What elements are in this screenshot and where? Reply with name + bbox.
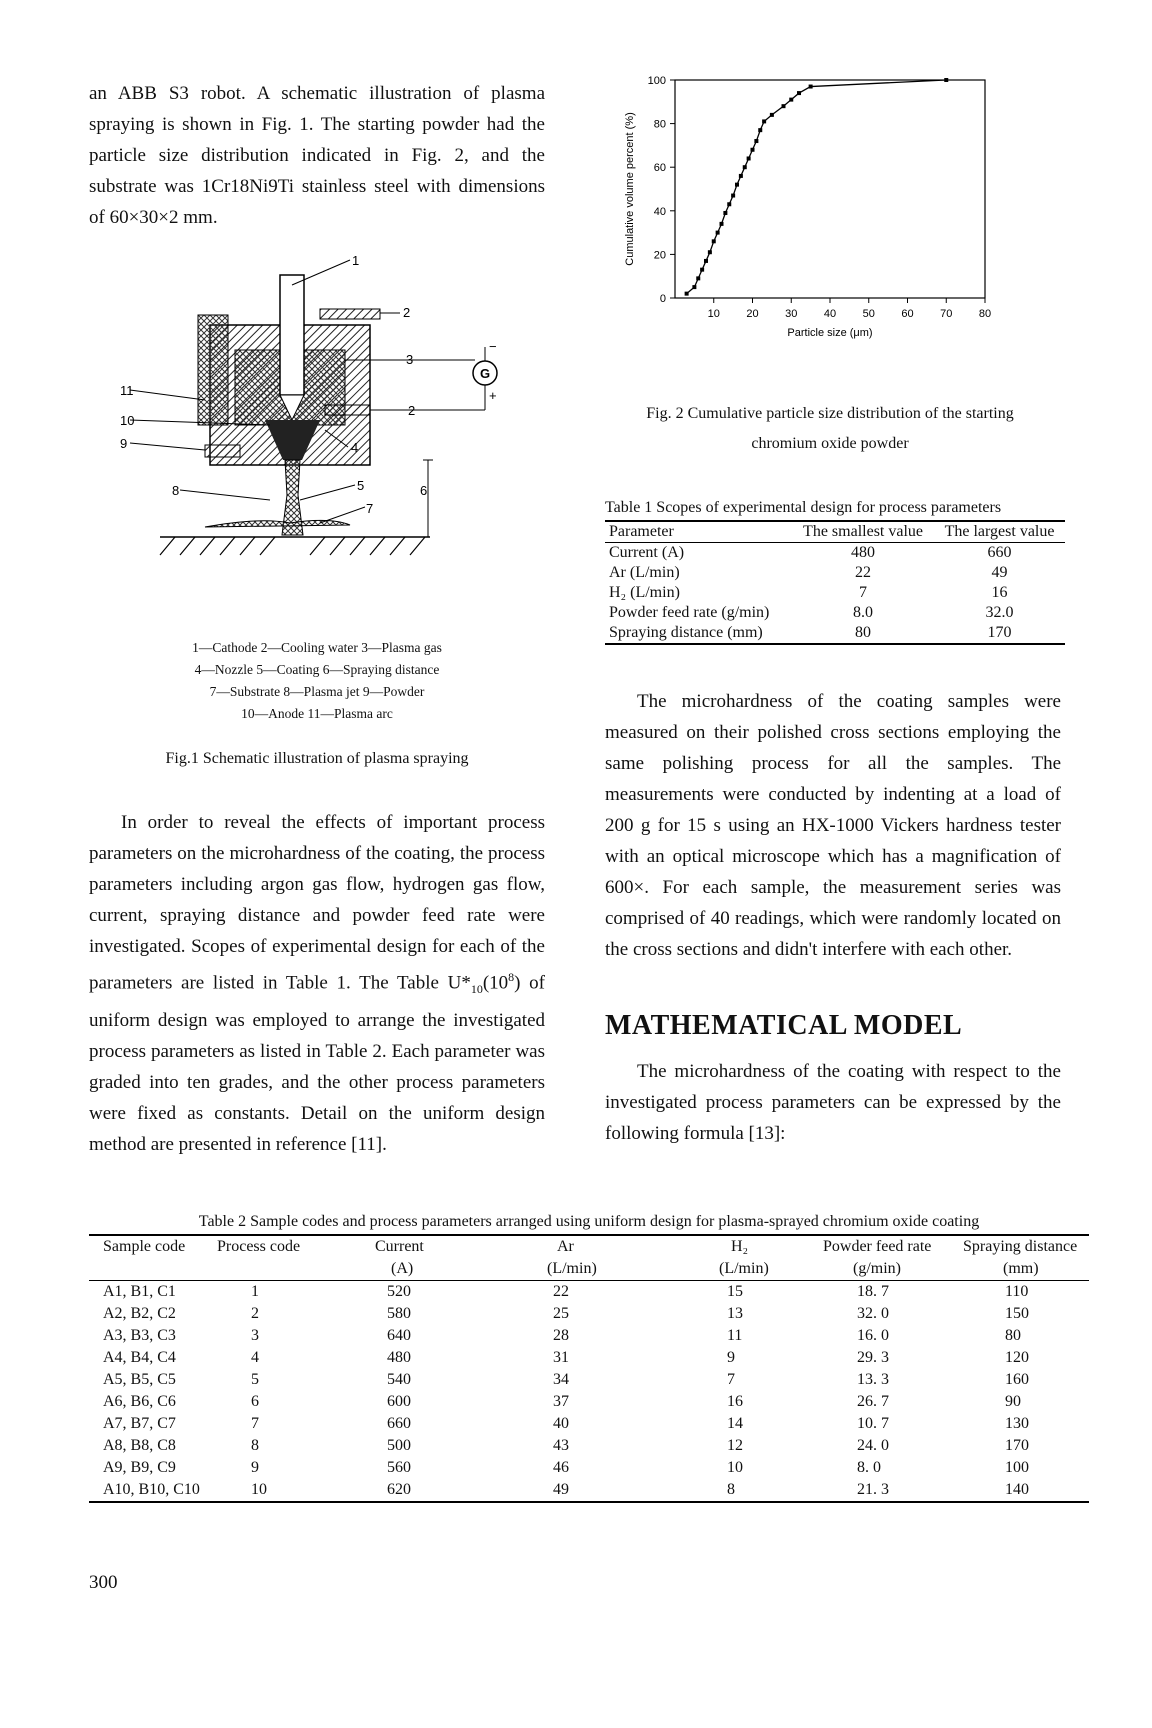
- table-row: [605, 583, 1065, 603]
- data-point: [700, 268, 704, 272]
- table-cell: 24. 0: [857, 1437, 889, 1454]
- plus-sign: +: [489, 388, 497, 403]
- page-number: 300: [89, 1572, 118, 1593]
- callout-7: 7: [366, 501, 374, 516]
- legend-line: 10—Anode 11—Plasma arc: [241, 706, 393, 721]
- data-point: [743, 165, 747, 169]
- table-cell: 14: [727, 1415, 743, 1432]
- table-cell: 4: [251, 1349, 259, 1366]
- figure-2: [615, 75, 1035, 395]
- intro-paragraph: an ABB S3 robot. A schematic illustration of plasma spraying is shown in Fig. 1. The starting powder had the particle size distribution indicated in Fig. 2, and the substrate was 1Cr18Ni9Ti stainless steel with dimensions of 60×30×2 mm.: [89, 83, 545, 228]
- table-cell: 10: [727, 1459, 743, 1476]
- header-cell: [89, 1258, 213, 1281]
- table-cell: 28: [553, 1327, 569, 1344]
- header-cell: (L/min): [719, 1260, 769, 1277]
- table-cell: A2, B2, C2: [103, 1305, 176, 1322]
- table-cell: 80: [1005, 1327, 1021, 1344]
- callout-8: 8: [172, 483, 180, 498]
- data-point: [720, 222, 724, 226]
- data-point: [696, 276, 700, 280]
- table-cell: 7: [251, 1415, 259, 1432]
- data-point: [797, 91, 801, 95]
- table-cell: 7: [727, 1371, 735, 1388]
- x-tick-label: 40: [823, 308, 837, 320]
- table-cell: 22: [855, 564, 872, 581]
- particle-size-chart: [615, 75, 1035, 395]
- table-cell: 31: [553, 1349, 569, 1366]
- table-cell: 7: [859, 584, 868, 601]
- fig1-legend: [89, 637, 545, 725]
- table-row: [605, 603, 1065, 623]
- plasma-spray-schematic: [120, 255, 520, 625]
- table-cell: 22: [553, 1283, 569, 1300]
- data-point: [708, 250, 712, 254]
- table-row: [89, 1281, 1089, 1304]
- table-cell: 170: [987, 624, 1012, 641]
- table-cell: 18. 7: [857, 1283, 889, 1300]
- table-row: [89, 1457, 1089, 1479]
- table-cell: 11: [727, 1327, 743, 1344]
- legend-line: 7—Substrate 8—Plasma jet 9—Powder: [209, 684, 425, 699]
- table-cell: 16: [991, 584, 1008, 601]
- table-cell: 49: [553, 1481, 569, 1498]
- text-part: ) of uniform design was employed to arrange the investigated process parameters as listed in Table 2. Each parameter was graded into ten grades, and the other process parameters were fixed as constants. Detail on the uniform design method are presented in reference [11].: [89, 972, 545, 1156]
- table-cell: H₂ (L/min): [609, 584, 680, 601]
- callout-9: 9: [120, 436, 128, 451]
- table-cell: 37: [553, 1393, 569, 1410]
- header-cell: Ar: [557, 1238, 574, 1255]
- callout-3: 3: [406, 352, 414, 367]
- table-cell: 8.0: [853, 604, 874, 621]
- header-cell: H₂: [731, 1238, 749, 1255]
- table-1: [605, 520, 1065, 645]
- table-cell: 170: [1005, 1437, 1029, 1454]
- table-cell: 43: [553, 1437, 569, 1454]
- x-tick-label: 80: [978, 308, 992, 320]
- table-cell: A8, B8, C8: [103, 1437, 176, 1454]
- table-cell: 46: [553, 1459, 569, 1476]
- header-cell: (L/min): [547, 1260, 597, 1277]
- y-axis-label: Cumulative volume percent (%): [624, 112, 636, 266]
- table-row: [605, 543, 1065, 564]
- table-2: [89, 1234, 1089, 1503]
- caption-line: Fig. 2 Cumulative particle size distribution of the starting: [646, 405, 1014, 422]
- table-cell: 13. 3: [857, 1371, 889, 1388]
- table-cell: 9: [727, 1349, 735, 1366]
- table-row: [89, 1347, 1089, 1369]
- table-cell: 540: [387, 1371, 411, 1388]
- measurement-paragraph: The microhardness of the coating samples were measured on their polished cross sections employing the same polishing process for all the samples. The measurements were conducted by indenting at a load of 200 g for 15 s using an HX-1000 Vickers hardness tester with an optical microscope which has a magnification of 600×. For each sample, the measurement series was comprised of 40 readings, which were randomly located on the cross sections and didn't interfere with each other.: [605, 691, 1061, 960]
- table-cell: Current (A): [609, 544, 685, 561]
- table-row: [89, 1391, 1089, 1413]
- header-cell: The smallest value: [803, 523, 924, 540]
- data-line: [687, 80, 947, 294]
- table-cell: 8. 0: [857, 1459, 881, 1476]
- section-heading: MATHEMATICAL MODEL: [605, 1010, 963, 1041]
- table-cell: A6, B6, C6: [103, 1393, 176, 1410]
- table-cell: 25: [553, 1305, 569, 1322]
- fig2-caption: [605, 399, 1055, 459]
- subscript: 10: [470, 982, 483, 997]
- x-tick-label: 20: [746, 308, 759, 320]
- callout-11: 11: [120, 383, 134, 398]
- table-cell: Spraying distance (mm): [609, 624, 763, 641]
- data-point: [762, 119, 766, 123]
- table-row: [89, 1369, 1089, 1391]
- header-cell: Parameter: [609, 523, 674, 540]
- table-cell: 8: [727, 1481, 735, 1498]
- y-tick-label: 80: [653, 118, 666, 131]
- superscript: 8: [508, 970, 515, 984]
- callout-4: 4: [351, 440, 359, 455]
- data-point: [770, 113, 774, 117]
- table-cell: 5: [251, 1371, 259, 1388]
- table-cell: 660: [387, 1415, 411, 1432]
- data-point: [754, 139, 758, 143]
- table-cell: 15: [727, 1283, 743, 1300]
- x-tick-label: 50: [862, 308, 875, 320]
- table-header-row: [89, 1258, 1089, 1281]
- data-point: [809, 85, 813, 89]
- table-cell: 34: [553, 1371, 569, 1388]
- table-cell: 80: [855, 624, 872, 641]
- table-cell: 9: [251, 1459, 259, 1476]
- header-cell: Spraying distance: [963, 1238, 1078, 1255]
- table2-title: Table 2 Sample codes and process parameters arranged using uniform design for plasma-sprayed chromium oxide coating: [198, 1213, 980, 1230]
- table-row: [605, 563, 1065, 583]
- text-part: In order to reveal the effects of important process parameters on the microhardness of the coating, the process parameters including argon gas flow, hydrogen gas flow, current, spraying distance and powder feed rate were investigated. Scopes of experimental design for each of the parameters are listed in Table 1. The Table U*: [89, 812, 545, 994]
- table-cell: A10, B10, C10: [103, 1481, 200, 1498]
- table-cell: 8: [251, 1437, 259, 1454]
- table-row: [89, 1479, 1089, 1502]
- table-cell: 21. 3: [857, 1481, 889, 1498]
- table-cell: 120: [1005, 1349, 1029, 1366]
- table-cell: 1: [251, 1283, 259, 1300]
- table-cell: 32.0: [985, 604, 1014, 621]
- data-point: [739, 174, 743, 178]
- legend-line: 1—Cathode 2—Cooling water 3—Plasma gas: [192, 640, 442, 655]
- caption-line: chromium oxide powder: [751, 435, 909, 452]
- table-cell: 3: [251, 1327, 259, 1344]
- table-cell: 6: [251, 1393, 259, 1410]
- table-cell: 29. 3: [857, 1349, 889, 1366]
- data-point: [747, 156, 751, 160]
- table-row: [89, 1303, 1089, 1325]
- y-tick-label: 20: [653, 249, 666, 262]
- table-cell: A9, B9, C9: [103, 1459, 176, 1476]
- table-cell: A3, B3, C3: [103, 1327, 176, 1344]
- table-cell: A5, B5, C5: [103, 1371, 176, 1388]
- y-tick-label: 40: [653, 205, 666, 218]
- data-point: [751, 148, 755, 152]
- data-point: [685, 292, 689, 296]
- table-cell: 520: [387, 1283, 411, 1300]
- y-tick-label: 60: [653, 162, 666, 175]
- table-cell: A7, B7, C7: [103, 1415, 176, 1432]
- minus-sign: −: [489, 339, 497, 354]
- callout-5: 5: [357, 478, 365, 493]
- header-cell: Sample code: [103, 1238, 186, 1255]
- table-row: [605, 623, 1065, 644]
- data-point: [716, 231, 720, 235]
- header-cell: [213, 1258, 363, 1281]
- header-cell: The largest value: [944, 523, 1055, 540]
- table-cell: 140: [1005, 1481, 1029, 1498]
- table-header-row: [605, 521, 1065, 543]
- table-cell: 12: [727, 1437, 743, 1454]
- table-cell: 500: [387, 1437, 411, 1454]
- callout-2a: 2: [403, 305, 411, 320]
- table-cell: Powder feed rate (g/min): [609, 604, 770, 621]
- data-point: [782, 104, 786, 108]
- x-tick-label: 60: [901, 308, 914, 320]
- table-cell: A4, B4, C4: [103, 1349, 176, 1366]
- plot-frame: [675, 80, 985, 298]
- design-paragraph: [89, 807, 545, 1160]
- model-paragraph: The microhardness of the coating with respect to the investigated process parameters can be expressed by the following formula [13]:: [605, 1061, 1061, 1144]
- fig1-caption: Fig.1 Schematic illustration of plasma spraying: [165, 750, 469, 767]
- data-point: [789, 98, 793, 102]
- data-point: [723, 211, 727, 215]
- data-point: [712, 239, 716, 243]
- data-point: [731, 194, 735, 198]
- table-cell: 600: [387, 1393, 411, 1410]
- table-cell: 620: [387, 1481, 411, 1498]
- table-cell: 13: [727, 1305, 743, 1322]
- table-cell: 110: [1005, 1283, 1029, 1300]
- table-cell: 2: [251, 1305, 259, 1322]
- data-point: [727, 202, 731, 206]
- legend-line: 4—Nozzle 5—Coating 6—Spraying distance: [194, 662, 440, 677]
- data-point: [704, 259, 708, 263]
- data-point: [758, 128, 762, 132]
- header-cell: Powder feed rate: [823, 1238, 932, 1255]
- callout-6: 6: [420, 483, 428, 498]
- table-cell: 10: [251, 1481, 267, 1498]
- generator-label: G: [480, 366, 491, 381]
- table-header-row: [89, 1235, 1089, 1258]
- table-cell: A1, B1, C1: [103, 1283, 176, 1300]
- table-cell: 26. 7: [857, 1393, 889, 1410]
- data-point: [735, 183, 739, 187]
- table-cell: 560: [387, 1459, 411, 1476]
- table-cell: 480: [387, 1349, 411, 1366]
- header-cell: (A): [391, 1260, 414, 1277]
- table-cell: 16. 0: [857, 1327, 889, 1344]
- table-cell: 660: [987, 544, 1012, 561]
- table-cell: 90: [1005, 1393, 1021, 1410]
- figure-1: [120, 255, 520, 625]
- header-cell: Current: [375, 1238, 424, 1255]
- table-row: [89, 1413, 1089, 1435]
- y-tick-label: 0: [659, 293, 666, 305]
- x-tick-label: 30: [785, 308, 798, 320]
- callout-10: 10: [120, 413, 135, 428]
- x-axis-label: Particle size (μm): [787, 327, 873, 339]
- table-cell: 160: [1005, 1371, 1029, 1388]
- table-row: [89, 1325, 1089, 1347]
- y-tick-label: 100: [647, 75, 666, 87]
- callout-1: 1: [352, 255, 360, 268]
- table-cell: 49: [991, 564, 1008, 581]
- table-cell: 10. 7: [857, 1415, 889, 1432]
- table-cell: 16: [727, 1393, 743, 1410]
- table-cell: Ar (L/min): [609, 564, 680, 581]
- table1-title: Table 1 Scopes of experimental design for process parameters: [605, 499, 1002, 516]
- table-cell: 640: [387, 1327, 411, 1344]
- table-cell: 150: [1005, 1305, 1029, 1322]
- table-cell: 480: [851, 544, 876, 561]
- table-cell: 580: [387, 1305, 411, 1322]
- table-row: [89, 1435, 1089, 1457]
- callout-2b: 2: [408, 403, 416, 418]
- x-tick-label: 10: [707, 308, 720, 320]
- header-cell: (mm): [1003, 1260, 1039, 1277]
- x-tick-label: 70: [940, 308, 953, 320]
- text-part: (10: [482, 972, 509, 994]
- header-cell: (g/min): [853, 1260, 901, 1277]
- data-point: [944, 78, 948, 82]
- table-cell: 100: [1005, 1459, 1029, 1476]
- data-point: [692, 285, 696, 289]
- table-cell: 32. 0: [857, 1305, 889, 1322]
- table-cell: 40: [553, 1415, 569, 1432]
- header-cell: Process code: [217, 1238, 301, 1255]
- table-cell: 130: [1005, 1415, 1029, 1432]
